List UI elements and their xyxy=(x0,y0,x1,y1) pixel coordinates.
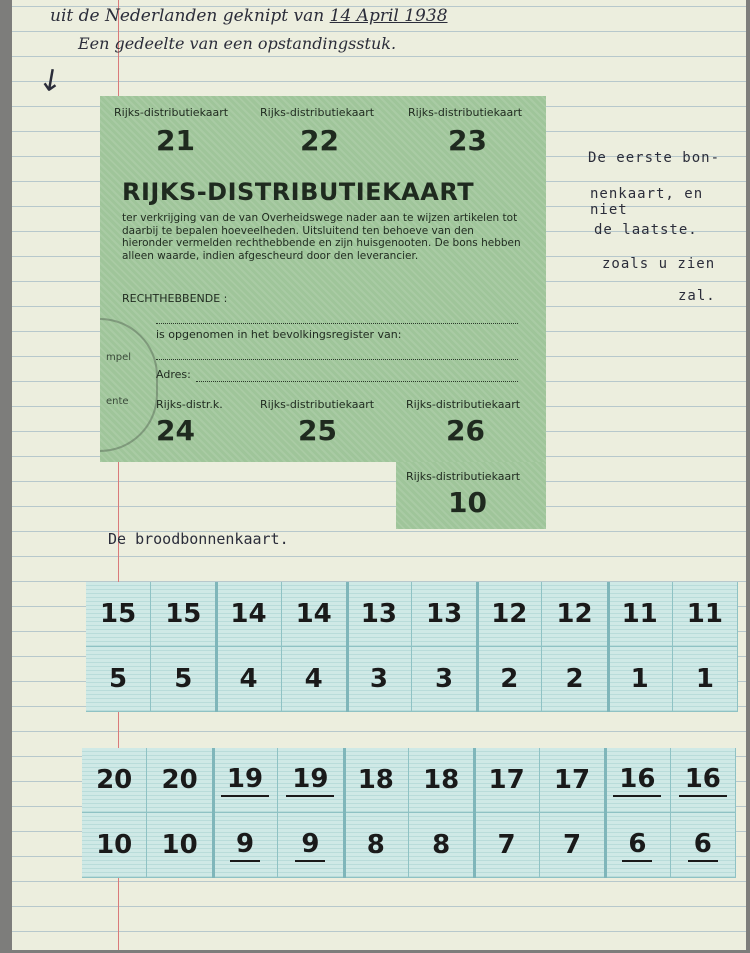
handwritten-heading-line2: Een gedeelte van een opstandingsstuk. xyxy=(78,34,397,53)
coupon-cell: 7 xyxy=(474,813,539,878)
coupon-cell: 14 xyxy=(282,582,347,647)
coupon-cell: 17 xyxy=(474,748,539,813)
coupon-cell: 16 xyxy=(671,748,736,813)
heading-date: 14 April 1938 xyxy=(329,6,448,26)
coupon-cell: 9 xyxy=(213,813,278,878)
handwritten-heading-line1 xyxy=(50,6,448,26)
side-note-line: De eerste bon- xyxy=(588,150,721,166)
coupon-cell: 12 xyxy=(542,582,607,647)
coupon-label: Rijks-distributiekaart xyxy=(114,106,229,119)
coupon-cell: 11 xyxy=(608,582,673,647)
coupon-cell: 19 xyxy=(213,748,278,813)
arrow-icon: ↙ xyxy=(30,57,71,102)
side-note-line: zal. xyxy=(678,288,716,304)
perforation-divider xyxy=(346,582,349,712)
coupon-cell: 13 xyxy=(412,582,477,647)
bread-coupon-sheet xyxy=(82,748,736,878)
coupon-cell: 17 xyxy=(540,748,605,813)
coupon-cell: 1 xyxy=(608,647,673,712)
coupon-cell: 14 xyxy=(216,582,281,647)
coupon-cell: 15 xyxy=(151,582,216,647)
coupon-cell: 6 xyxy=(605,813,670,878)
coupon-cell: 13 xyxy=(347,582,412,647)
coupon-cell: 3 xyxy=(347,647,412,712)
stamp-text: mpel xyxy=(106,352,132,363)
coupon-label: Rijks-distributiekaart xyxy=(260,398,375,411)
distribution-card xyxy=(100,96,546,462)
coupon-cell: 19 xyxy=(278,748,343,813)
field-opgenomen: is opgenomen in het bevolkingsregister van: xyxy=(156,328,402,341)
side-note-line: zoals u zien xyxy=(602,256,716,272)
coupon-cell: 16 xyxy=(605,748,670,813)
coupon-number: 10 xyxy=(448,486,487,519)
coupon-cell: 15 xyxy=(86,582,151,647)
perforation-divider xyxy=(473,748,476,878)
coupon-number: 21 xyxy=(156,124,195,157)
perforation-divider xyxy=(215,582,218,712)
dotted-line xyxy=(156,322,518,324)
coupon-cell: 10 xyxy=(82,813,147,878)
coupon-number: 24 xyxy=(156,414,195,447)
coupon-cell: 5 xyxy=(86,647,151,712)
coupon-cell: 20 xyxy=(147,748,212,813)
coupon-cell: 3 xyxy=(412,647,477,712)
coupon-label: Rijks-distributiekaart xyxy=(406,398,521,411)
stamp-text: ente xyxy=(106,396,129,407)
coupon-cell: 8 xyxy=(409,813,474,878)
coupon-cell: 20 xyxy=(82,748,147,813)
coupon-cell: 18 xyxy=(344,748,409,813)
coupon-number: 25 xyxy=(298,414,337,447)
caption-broodbonnenkaart: De broodbonnenkaart. xyxy=(108,530,289,548)
field-adres: Adres: xyxy=(156,368,191,381)
coupon-cell: 6 xyxy=(671,813,736,878)
coupon-label: Rijks-distributiekaart xyxy=(260,106,375,119)
perforation-divider xyxy=(343,748,346,878)
perforation-divider xyxy=(476,582,479,712)
coupon-cell: 5 xyxy=(151,647,216,712)
coupon-label: Rijks-distributiekaart xyxy=(408,106,523,119)
bread-coupon-sheet xyxy=(86,582,738,712)
perforation-divider xyxy=(607,582,610,712)
coupon-label: Rijks-distr.k. xyxy=(156,398,223,411)
coupon-cell: 7 xyxy=(540,813,605,878)
perforation-divider xyxy=(212,748,215,878)
field-rechthebbende: RECHTHEBBENDE : xyxy=(122,292,228,305)
coupon-cell: 2 xyxy=(542,647,607,712)
coupon-cell: 18 xyxy=(409,748,474,813)
card-body-text: ter verkrijging van de van Overheidswege nader aan te wijzen artikelen tot daarbij te bepalen hoeveelheden. Uitsluitend ten behoeve van den hieronder vermelden rechthebbende en zijn huisgenooten. De bons hebben alleen waarde, indien afgescheurd door den leverancier. xyxy=(122,212,521,262)
coupon-cell: 1 xyxy=(673,647,738,712)
perforation-divider xyxy=(604,748,607,878)
coupon-label: Rijks-distributiekaart xyxy=(406,470,521,483)
side-note-line: de laatste. xyxy=(594,222,698,238)
coupon-number: 22 xyxy=(300,124,339,157)
coupon-cell: 10 xyxy=(147,813,212,878)
coupon-cell: 4 xyxy=(282,647,347,712)
heading-text: uit de Nederlanden geknipt van xyxy=(50,6,325,26)
coupon-cell: 8 xyxy=(344,813,409,878)
dotted-line xyxy=(196,380,518,382)
coupon-cell: 12 xyxy=(477,582,542,647)
coupon-number: 26 xyxy=(446,414,485,447)
coupon-cell: 4 xyxy=(216,647,281,712)
distribution-card-tab xyxy=(396,462,546,529)
dotted-line xyxy=(156,358,518,360)
coupon-cell: 2 xyxy=(477,647,542,712)
side-note-line: nenkaart, en niet xyxy=(590,186,704,218)
card-title: RIJKS-DISTRIBUTIEKAART xyxy=(122,178,475,206)
coupon-cell: 9 xyxy=(278,813,343,878)
coupon-cell: 11 xyxy=(673,582,738,647)
coupon-number: 23 xyxy=(448,124,487,157)
